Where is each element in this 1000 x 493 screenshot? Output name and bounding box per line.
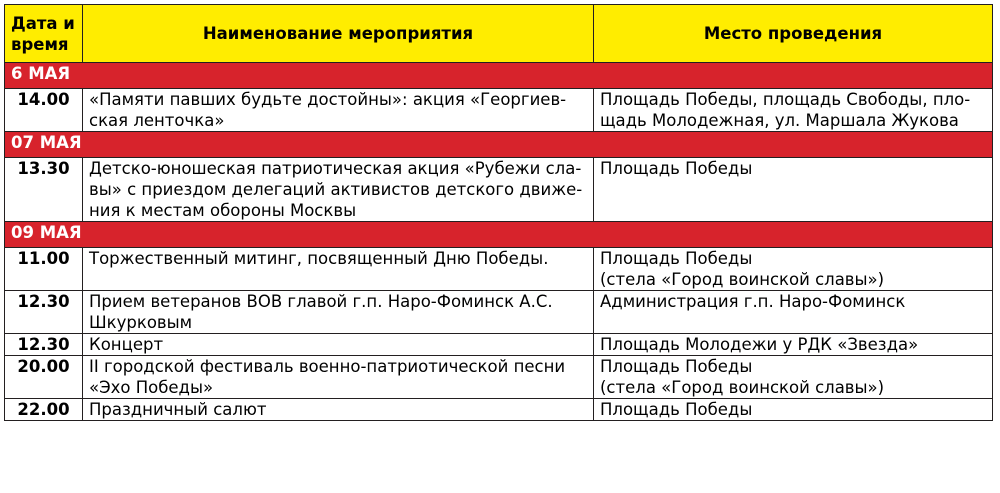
event-venue bbox=[594, 291, 993, 334]
event-name-line: Шкурковым bbox=[89, 313, 193, 332]
event-time: 20.00 bbox=[5, 356, 83, 399]
event-venue-line: Площадь Молодежи у РДК «Звезда» bbox=[600, 335, 919, 354]
event-time: 22.00 bbox=[5, 399, 83, 421]
event-name bbox=[83, 399, 594, 421]
event-venue-line: Площадь Победы bbox=[600, 400, 753, 419]
header-row bbox=[5, 5, 993, 63]
event-row bbox=[5, 399, 993, 421]
day-row bbox=[5, 63, 993, 89]
day-row bbox=[5, 222, 993, 248]
header-date-time: Дата и время bbox=[5, 5, 83, 63]
table-body bbox=[5, 63, 993, 421]
event-row bbox=[5, 158, 993, 222]
event-time: 12.30 bbox=[5, 334, 83, 356]
day-label: 09 МАЯ bbox=[5, 222, 993, 248]
event-venue bbox=[594, 248, 993, 291]
event-venue bbox=[594, 334, 993, 356]
event-row bbox=[5, 89, 993, 132]
event-name bbox=[83, 356, 594, 399]
event-name-line: вы» с приездом делегаций активистов детского движе- bbox=[89, 180, 583, 199]
event-venue-line: (стела «Город воинской славы») bbox=[600, 270, 885, 289]
event-name-line: «Эхо Победы» bbox=[89, 378, 214, 397]
event-name-line: II городской фестиваль военно-патриотической песни bbox=[89, 357, 566, 376]
event-venue-line: Площадь Победы, площадь Свободы, пло- bbox=[600, 90, 971, 109]
event-venue bbox=[594, 399, 993, 421]
header-venue: Место проведения bbox=[594, 5, 993, 63]
event-venue-line: щадь Молодежная, ул. Маршала Жукова bbox=[600, 111, 959, 130]
event-name bbox=[83, 291, 594, 334]
event-venue bbox=[594, 356, 993, 399]
event-name bbox=[83, 334, 594, 356]
event-venue-line: Площадь Победы bbox=[600, 249, 753, 268]
event-name-line: Прием ветеранов ВОВ главой г.п. Наро-Фоминск А.С. bbox=[89, 292, 553, 311]
day-label: 6 МАЯ bbox=[5, 63, 993, 89]
event-time: 11.00 bbox=[5, 248, 83, 291]
header-event-name: Наименование мероприятия bbox=[83, 5, 594, 63]
event-name-line: Торжественный митинг, посвященный Дню Победы. bbox=[89, 249, 549, 268]
event-name-line: «Памяти павших будьте достойны»: акция «Георгиев- bbox=[89, 90, 567, 109]
event-time: 12.30 bbox=[5, 291, 83, 334]
event-row bbox=[5, 334, 993, 356]
event-time: 13.30 bbox=[5, 158, 83, 222]
event-name-line: Праздничный салют bbox=[89, 400, 267, 419]
event-name-line: ская ленточка» bbox=[89, 111, 225, 130]
event-name bbox=[83, 248, 594, 291]
day-label: 07 МАЯ bbox=[5, 132, 993, 158]
event-name bbox=[83, 89, 594, 132]
table-header bbox=[5, 5, 993, 63]
event-row bbox=[5, 356, 993, 399]
events-schedule-table bbox=[4, 4, 993, 421]
event-venue-line: Администрация г.п. Наро-Фоминск bbox=[600, 292, 906, 311]
event-name-line: Детско-юношеская патриотическая акция «Рубежи сла- bbox=[89, 159, 582, 178]
event-time: 14.00 bbox=[5, 89, 83, 132]
day-row bbox=[5, 132, 993, 158]
event-venue-line: Площадь Победы bbox=[600, 357, 753, 376]
event-venue-line: (стела «Город воинской славы») bbox=[600, 378, 885, 397]
event-name bbox=[83, 158, 594, 222]
event-name-line: Концерт bbox=[89, 335, 164, 354]
event-name-line: ния к местам обороны Москвы bbox=[89, 201, 357, 220]
event-row bbox=[5, 248, 993, 291]
event-venue-line: Площадь Победы bbox=[600, 159, 753, 178]
event-row bbox=[5, 291, 993, 334]
event-venue bbox=[594, 89, 993, 132]
event-venue bbox=[594, 158, 993, 222]
